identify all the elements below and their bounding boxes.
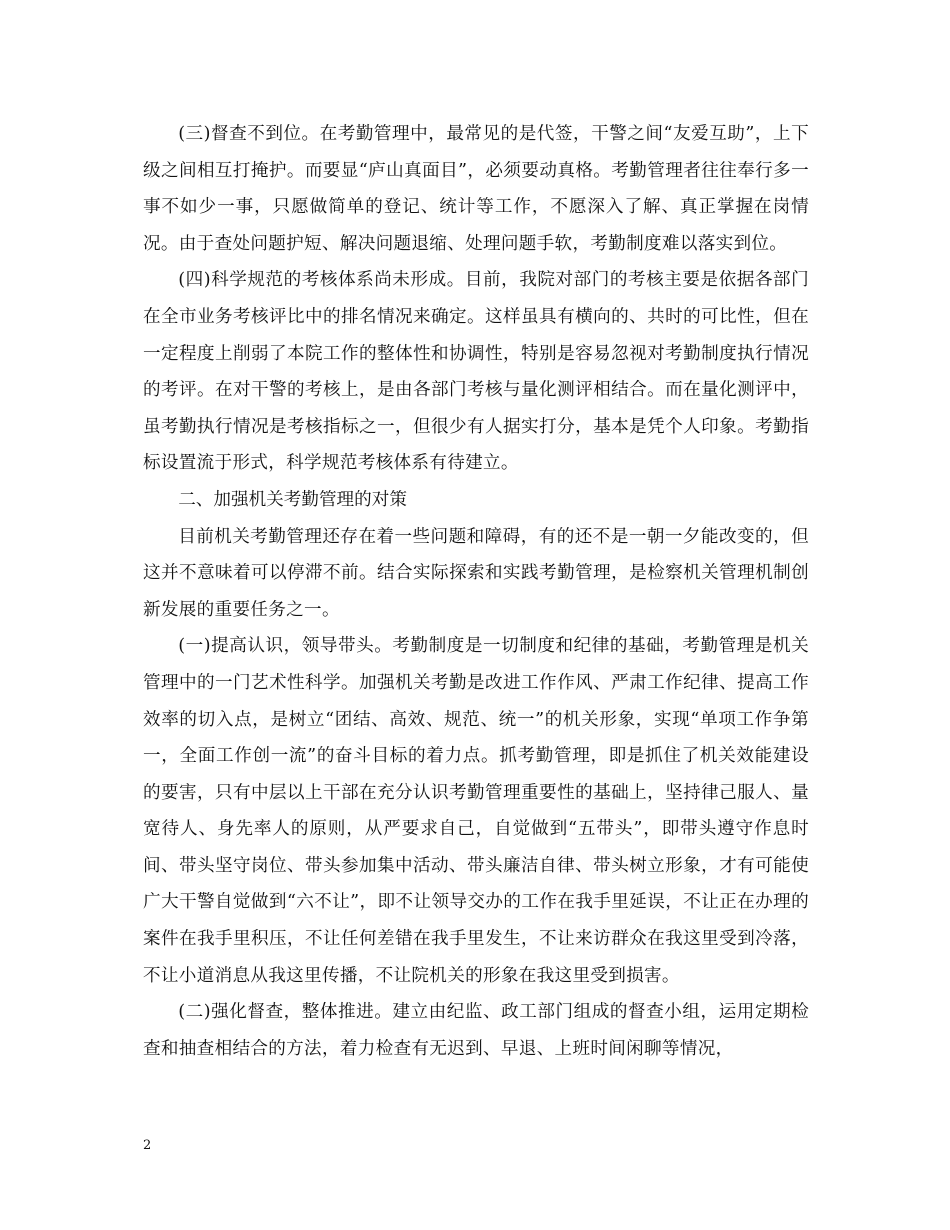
paragraph-leadership: (一)提高认识，领导带头。考勤制度是一切制度和纪律的基础，考勤管理是机关管理中的一门艺术性科学。加强机关考勤是改进工作作风、严肃工作纪律、提高工作效率的切入点，是树立“团结、高效、规范、统一”的机关形象，实现“单项工作争第一，全面工作创一流”的奋斗目标的着力点。抓考勤管理，即是抓住了机关效能建设的要害，只有中层以上干部在充分认识考勤管理重要性的基础上，坚持律己服人、量宽待人、身先率人的原则，从严要求自己，自觉做到“五带头”，即带头遵守作息时间、带头坚守岗位、带头参加集中活动、带头廉洁自律、带头树立形象，才有可能使广大干警自觉做到“六不让”，即不让领导交办的工作在我手里延误，不让正在办理的案件在我手里积压，不让任何差错在我手里发生，不让来访群众在我这里受到冷落，不让小道消息从我这里传播，不让院机关的形象在我这里受到损害。 — [143, 636, 809, 986]
document-body — [143, 116, 809, 1067]
paragraph-assessment-system: (四)科学规范的考核体系尚未形成。目前，我院对部门的考核主要是依据各部门在全市业务考核评比中的排名情况来确定。这样虽具有横向的、共时的可比性，但在一定程度上削弱了本院工作的整体性和协调性，特别是容易忽视对考勤制度执行情况的考评。在对干警的考核上，是由各部门考核与量化测评相结合。而在量化测评中，虽考勤执行情况是考核指标之一，但很少有人据实打分，基本是凭个人印象。考勤指标设置流于形式，科学规范考核体系有待建立。 — [143, 270, 809, 474]
paragraph-strengthen-supervision: (二)强化督查，整体推进。建立由纪监、政工部门组成的督查小组，运用定期检查和抽查相结合的方法，着力检查有无迟到、早退、上班时间闲聊等情况， — [143, 1002, 809, 1059]
paragraph-supervision: (三)督查不到位。在考勤管理中，最常见的是代签，干警之间“友爱互助”，上下级之间相互打掩护。而要显“庐山真面目”，必须要动真格。考勤管理者往往奉行多一事不如少一事，只愿做简单的登记、统计等工作，不愿深入了解、真正掌握在岗情况。由于查处问题护短、解决问题退缩、处理问题手软，考勤制度难以落实到位。 — [143, 124, 809, 254]
paragraph-intro-countermeasures: 目前机关考勤管理还存在着一些问题和障碍，有的还不是一朝一夕能改变的，但这并不意味着可以停滞不前。结合实际探索和实践考勤管理，是检察机关管理机制创新发展的重要任务之一。 — [143, 526, 809, 620]
section-heading-countermeasures: 二、加强机关考勤管理的对策 — [178, 489, 407, 510]
page-number: 2 — [143, 1138, 152, 1153]
